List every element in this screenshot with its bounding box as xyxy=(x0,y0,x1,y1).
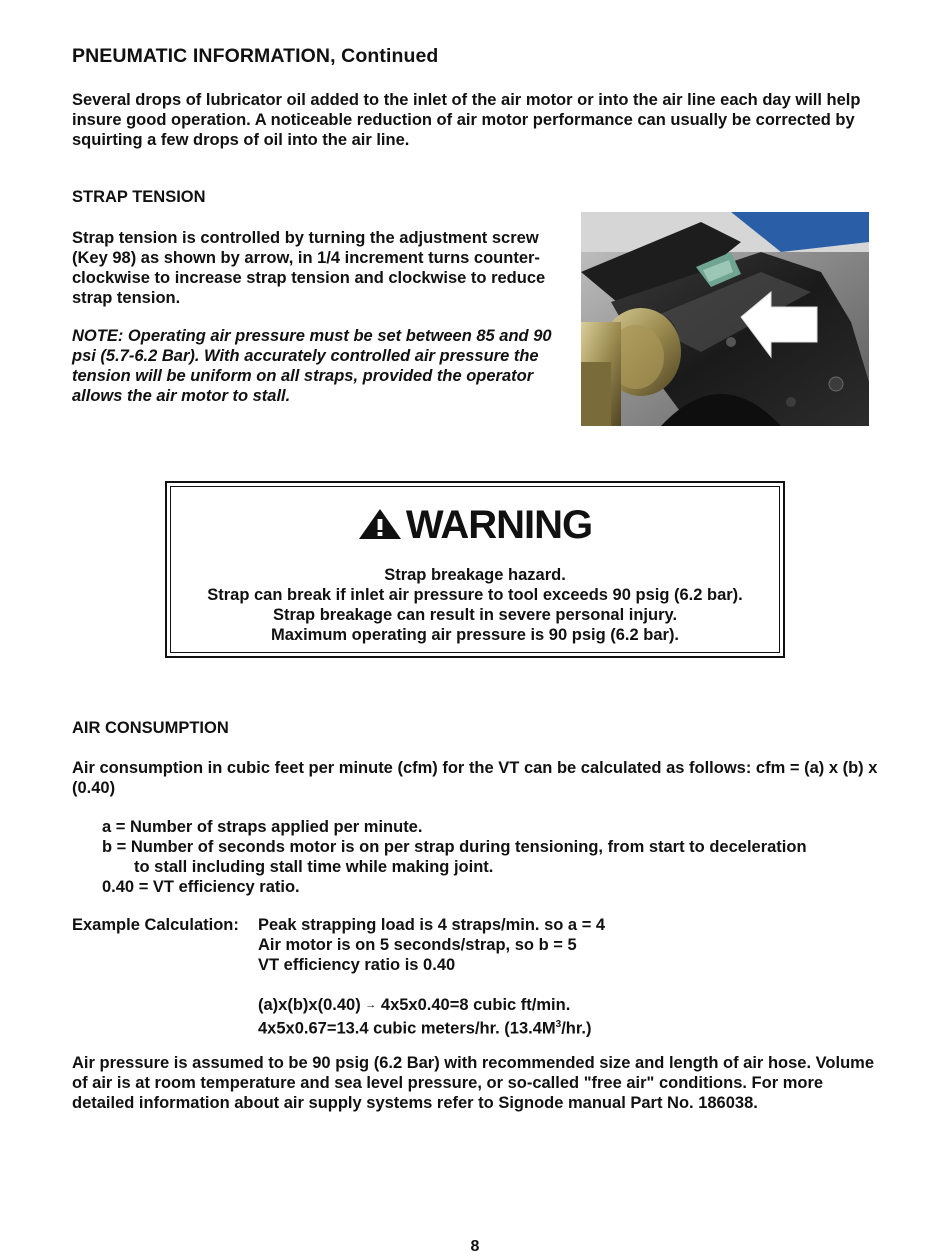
strap-tension-body: Strap tension is controlled by turning the adjustment screw (Key 98) as shown by arrow, in 1/4 increment turns counter-clockwise to increase strap tension and clockwise to reduce strap tension. xyxy=(72,229,546,307)
warning-line: Strap can break if inlet air pressure to tool exceeds 90 psig (6.2 bar). xyxy=(207,586,743,604)
warning-line: Strap breakage hazard. xyxy=(384,566,566,584)
intro-paragraph: Several drops of lubricator oil added to the inlet of the air motor or into the air line each day will help insure good operation. A noticeable reduction of air motor performance can usually be corrected by squirting a few drops of oil into the air line. xyxy=(72,91,861,149)
strap-tension-note: NOTE: Operating air pressure must be set between 85 and 90 psi (5.7-6.2 Bar). With accurately controlled air pressure the tension will be uniform on all straps, provided the operator allows the air motor to stall. xyxy=(72,327,552,405)
arrow-right-icon: → xyxy=(365,999,377,1011)
adjustment-screw-photo xyxy=(581,212,869,426)
tool-photo-illustration xyxy=(581,212,869,426)
warning-box-inner-border xyxy=(170,486,780,653)
example-label: Example Calculation: xyxy=(72,916,239,934)
definition-a: a = Number of straps applied per minute. xyxy=(102,818,423,836)
warning-line: Strap breakage can result in severe personal injury. xyxy=(272,606,678,624)
warning-box xyxy=(165,481,785,658)
air-consumption-heading: AIR CONSUMPTION xyxy=(72,719,229,737)
closing-paragraph: Air pressure is assumed to be 90 psig (6.2 Bar) with recommended size and length of air hose. Volume of air is at room temperature and sea level pressure, or so-called "free air" conditions. For more detailed information about air supply systems refer to Signode manual Part No. 186038. xyxy=(72,1054,874,1112)
page-title: PNEUMATIC INFORMATION, Continued xyxy=(72,45,439,67)
definition-ratio: 0.40 = VT efficiency ratio. xyxy=(102,878,300,896)
definitions-list xyxy=(102,817,807,897)
warning-triangle-icon xyxy=(358,508,402,540)
example-metric-line xyxy=(258,1015,605,1039)
example-line: VT efficiency ratio is 0.40 xyxy=(258,956,456,974)
metric-superscript: 3 xyxy=(555,1019,562,1030)
example-line: Peak strapping load is 4 straps/min. so a = 4 xyxy=(258,916,606,934)
example-line: Air motor is on 5 seconds/strap, so b = 5 xyxy=(258,936,577,954)
example-calculation xyxy=(258,915,605,1039)
definition-b: b = Number of seconds motor is on per strap during tensioning, from start to deceleration xyxy=(102,838,807,856)
spacer xyxy=(258,975,605,995)
page-number: 8 xyxy=(470,1238,480,1255)
warning-line: Maximum operating air pressure is 90 psig (6.2 bar). xyxy=(270,626,680,644)
strap-tension-heading: STRAP TENSION xyxy=(72,188,206,206)
warning-heading xyxy=(171,503,779,547)
warning-heading-text: WARNING xyxy=(405,503,593,547)
air-consumption-intro: Air consumption in cubic feet per minute (cfm) for the VT can be calculated as follows: cfm = (a) x (b) x (0.40) xyxy=(72,759,878,797)
metric-main: 4x5x0.67=13.4 cubic meters/hr. (13.4M xyxy=(258,1019,556,1038)
formula-right: 4x5x0.40=8 cubic ft/min. xyxy=(380,996,571,1014)
warning-message xyxy=(171,565,779,645)
example-formula-line xyxy=(258,995,605,1015)
formula-left: (a)x(b)x(0.40) xyxy=(258,996,361,1014)
definition-b-continued: to stall including stall time while making joint. xyxy=(134,858,494,876)
metric-end: /hr.) xyxy=(561,1019,592,1038)
